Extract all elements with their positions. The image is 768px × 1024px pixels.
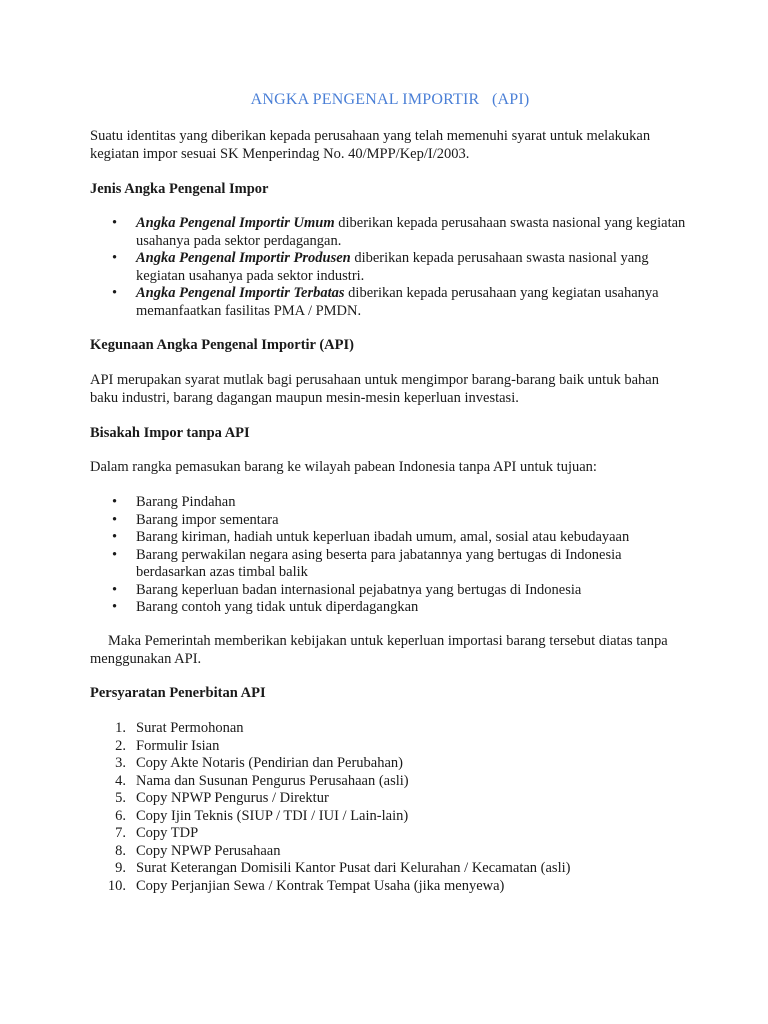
section-heading-jenis: Jenis Angka Pengenal Impor	[90, 181, 269, 197]
list-item-number: 5.	[115, 790, 126, 806]
list-item-text: diberikan kepada perusahaan swasta nasional yang kegiatan usahanya pada sektor perdagangan.	[136, 215, 686, 249]
persyaratan-list	[90, 720, 690, 895]
list-item-number: 7.	[115, 825, 126, 841]
list-item	[90, 215, 690, 250]
list-item-number: 3.	[115, 755, 126, 771]
list-item	[90, 755, 690, 773]
kegunaan-paragraph: API merupakan syarat mutlak bagi perusahaan untuk mengimpor barang-barang baik untuk bahan baku industri, barang dagangan maupun mesin-mesin keperluan investasi.	[90, 372, 659, 406]
intro-paragraph: Suatu identitas yang diberikan kepada perusahaan yang telah memenuhi syarat untuk melakukan kegiatan impor sesuai SK Menperindag No. 40/MPP/Kep/I/2003.	[90, 128, 651, 162]
list-item	[90, 843, 690, 861]
list-item	[90, 250, 690, 285]
list-item-number: 8.	[115, 842, 126, 859]
list-item-number: 1.	[115, 720, 126, 736]
list-item-text: Surat Permohonan	[136, 720, 244, 736]
list-item	[90, 808, 690, 826]
list-item-term: Angka Pengenal Importir Produsen	[136, 250, 351, 266]
section-heading-persyaratan: Persyaratan Penerbitan API	[90, 685, 266, 701]
list-item	[90, 825, 690, 843]
list-item-number: 9.	[115, 860, 126, 876]
list-item-term: Angka Pengenal Importir Umum	[136, 215, 335, 231]
list-item-text: Copy TDP	[136, 825, 199, 841]
closing-paragraph: Maka Pemerintah memberikan kebijakan untuk keperluan importasi barang tersebut diatas tanpa menggunakan API.	[90, 633, 668, 667]
section-heading-bisakah: Bisakah Impor tanpa API	[90, 425, 250, 441]
list-item-text: Nama dan Susunan Pengurus Perusahaan (asli)	[136, 772, 409, 789]
list-item-number: 10.	[107, 877, 126, 894]
list-item	[90, 790, 690, 808]
list-item: • Barang contoh yang tidak untuk diperdagangkan	[90, 599, 690, 617]
list-item	[90, 720, 690, 738]
list-item-text: Copy Ijin Teknis (SIUP / TDI / IUI / Lain-lain)	[136, 807, 409, 824]
list-item: • Barang kiriman, hadiah untuk keperluan ibadah umum, amal, sosial atau kebudayaan	[90, 529, 690, 547]
list-item-number: 4.	[115, 772, 126, 789]
list-item-number: 2.	[115, 737, 126, 754]
list-item	[90, 878, 690, 896]
page-title: ANGKA PENGENAL IMPORTIR (API)	[250, 91, 530, 108]
list-item: • Barang impor sementara	[90, 512, 690, 530]
section-heading-kegunaan: Kegunaan Angka Pengenal Importir (API)	[90, 337, 354, 353]
list-item-text: Copy Perjanjian Sewa / Kontrak Tempat Usaha (jika menyewa)	[136, 877, 505, 894]
bisakah-paragraph: Dalam rangka pemasukan barang ke wilayah pabean Indonesia tanpa API untuk tujuan:	[90, 459, 597, 475]
list-item	[90, 860, 690, 878]
list-item: • Barang Pindahan	[90, 494, 690, 512]
jenis-list	[90, 215, 690, 320]
list-item: • Barang perwakilan negara asing beserta para jabatannya yang bertugas di Indonesia berdasarkan azas timbal balik	[90, 547, 690, 582]
list-item-text: Surat Keterangan Domisili Kantor Pusat dari Kelurahan / Kecamatan (asli)	[136, 860, 571, 876]
list-item	[90, 773, 690, 791]
list-item: • Barang keperluan badan internasional pejabatnya yang bertugas di Indonesia	[90, 582, 690, 600]
list-item-text: Copy NPWP Perusahaan	[136, 842, 281, 859]
list-item	[90, 285, 690, 320]
list-item-text: Copy Akte Notaris (Pendirian dan Perubahan)	[136, 755, 403, 771]
list-item	[90, 738, 690, 756]
list-item-text: Formulir Isian	[136, 737, 220, 754]
list-item-text: diberikan kepada perusahaan swasta nasional yang kegiatan usahanya pada sektor industri.	[136, 250, 649, 284]
list-item-term: Angka Pengenal Importir Terbatas	[136, 285, 345, 301]
list-item-number: 6.	[115, 807, 126, 824]
list-item-text: Copy NPWP Pengurus / Direktur	[136, 790, 329, 806]
list-item-text: diberikan kepada perusahaan yang kegiatan usahanya memanfaatkan fasilitas PMA / PMDN.	[136, 285, 659, 319]
bisakah-list	[90, 494, 690, 617]
